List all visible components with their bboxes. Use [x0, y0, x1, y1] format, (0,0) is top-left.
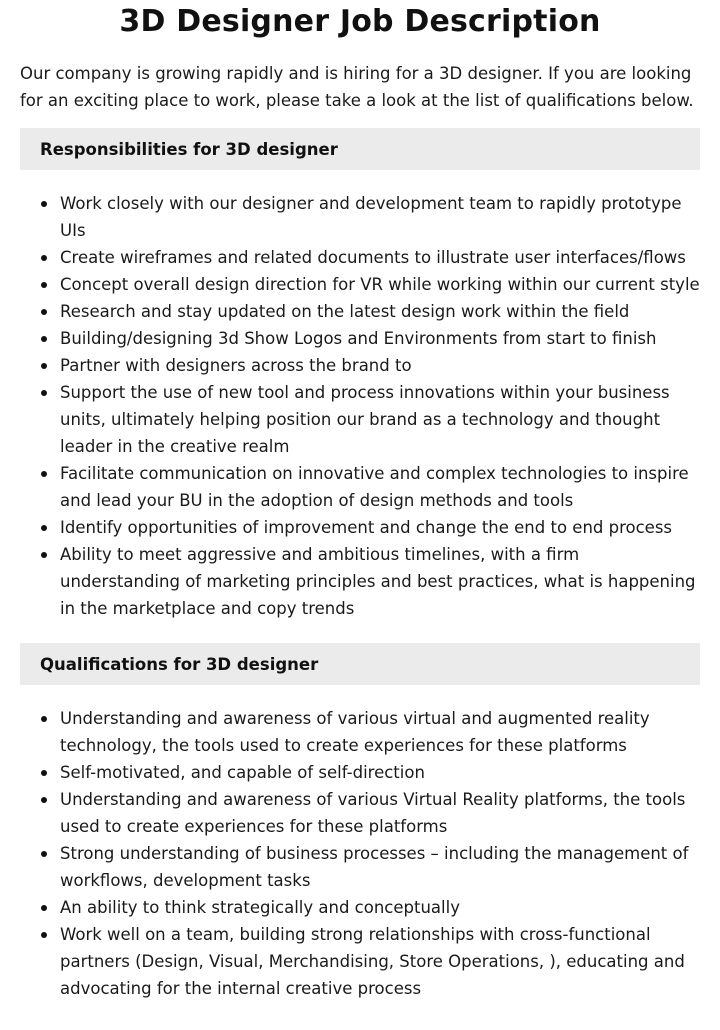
qualification-item-text: An ability to think strategically and conceptually	[60, 898, 460, 917]
bullet-icon	[41, 282, 47, 288]
bullet-icon	[41, 552, 47, 558]
responsibility-item	[20, 460, 700, 514]
bullet-icon	[41, 905, 47, 911]
responsibility-item-text: Support the use of new tool and process innovations within your business units, ultimately helping position our brand as a technology and thought leader in the creative realm	[60, 383, 670, 456]
bullet-icon	[41, 255, 47, 261]
responsibilities-header	[20, 128, 700, 170]
responsibility-item	[20, 190, 700, 244]
bullet-icon	[41, 932, 47, 938]
qualification-item-text: Work well on a team, building strong relationships with cross-functional partners (Design, Visual, Merchandising, Store Operations, ), educating and advocating for the internal creative process	[60, 925, 685, 998]
bullet-icon	[41, 525, 47, 531]
bullet-icon	[41, 390, 47, 396]
responsibility-item	[20, 298, 700, 325]
qualifications-list	[20, 705, 700, 1002]
responsibility-item	[20, 325, 700, 352]
qualification-item-text: Understanding and awareness of various Virtual Reality platforms, the tools used to create experiences for these platforms	[60, 790, 686, 836]
bullet-icon	[41, 797, 47, 803]
bullet-icon	[41, 471, 47, 477]
bullet-icon	[41, 363, 47, 369]
bullet-icon	[41, 309, 47, 315]
responsibilities-header-label: Responsibilities for 3D designer	[40, 139, 338, 159]
responsibility-item	[20, 541, 700, 622]
bullet-icon	[41, 851, 47, 857]
bullet-icon	[41, 716, 47, 722]
responsibility-item-text: Building/designing 3d Show Logos and Environments from start to finish	[60, 329, 657, 348]
responsibility-item-text: Concept overall design direction for VR while working within our current style	[60, 275, 700, 294]
qualification-item	[20, 786, 700, 840]
qualification-item	[20, 921, 700, 1002]
qualification-item	[20, 840, 700, 894]
responsibilities-list	[20, 190, 700, 622]
responsibility-item	[20, 514, 700, 541]
responsibility-item-text: Create wireframes and related documents to illustrate user interfaces/flows	[60, 248, 686, 267]
responsibility-item-text: Partner with designers across the brand to	[60, 356, 412, 375]
responsibility-item-text: Identify opportunities of improvement and change the end to end process	[60, 518, 673, 537]
qualification-item-text: Strong understanding of business processes – including the management of workflows, development tasks	[60, 844, 689, 890]
qualification-item-text: Self-motivated, and capable of self-direction	[60, 763, 425, 782]
bullet-icon	[41, 336, 47, 342]
responsibility-item	[20, 244, 700, 271]
qualification-item	[20, 705, 700, 759]
responsibility-item	[20, 352, 700, 379]
intro-paragraph: Our company is growing rapidly and is hiring for a 3D designer. If you are looking for an exciting place to work, please take a look at the list of qualifications below.	[20, 64, 694, 110]
responsibility-item	[20, 271, 700, 298]
bullet-icon	[41, 201, 47, 207]
qualification-item	[20, 759, 700, 786]
responsibility-item	[20, 379, 700, 460]
responsibility-item-text: Research and stay updated on the latest design work within the field	[60, 302, 630, 321]
qualification-item-text: Understanding and awareness of various virtual and augmented reality technology, the tools used to create experiences for these platforms	[60, 709, 650, 755]
bullet-icon	[41, 770, 47, 776]
page-title: 3D Designer Job Description	[119, 4, 601, 39]
responsibility-item-text: Work closely with our designer and development team to rapidly prototype UIs	[60, 194, 682, 240]
responsibility-item-text: Ability to meet aggressive and ambitious timelines, with a firm understanding of marketing principles and best practices, what is happening in the marketplace and copy trends	[60, 545, 696, 618]
qualification-item	[20, 894, 700, 921]
responsibility-item-text: Facilitate communication on innovative and complex technologies to inspire and lead your BU in the adoption of design methods and tools	[60, 464, 689, 510]
qualifications-header-label: Qualifications for 3D designer	[40, 654, 319, 674]
qualifications-header	[20, 643, 700, 685]
